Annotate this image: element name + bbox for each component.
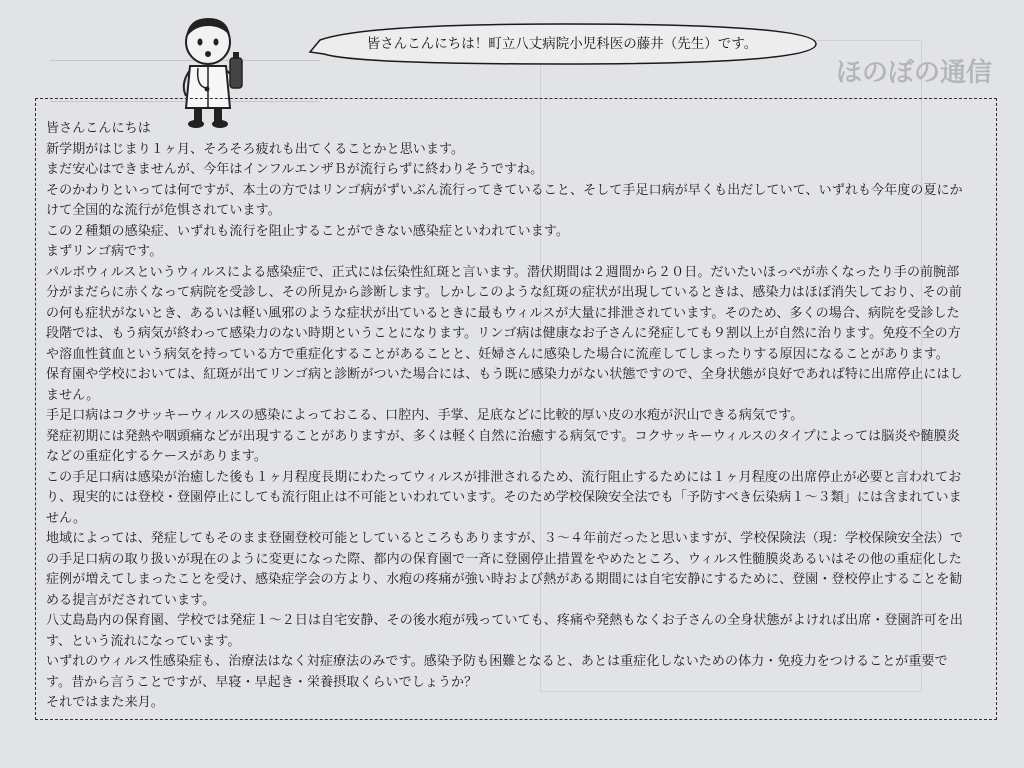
article-panel bbox=[35, 98, 997, 720]
article-line: の手足口病の取り扱いが現在のように変更になった際、都内の保育園で一斉に登園停止措置をやめたところ、ウィルス性髄膜炎あるいはその他の重症化した bbox=[46, 551, 962, 567]
article-line: そのかわりといっては何ですが、本土の方ではリンゴ病がずいぶん流行ってきていること、そして手足口病が早くも出だしていて、いずれも今年度の夏にか bbox=[46, 182, 963, 198]
greeting-text: 皆さんこんにちは！町立八丈病院小児科医の藤井（先生）です。 bbox=[366, 36, 758, 52]
article-line: まずリンゴ病です。 bbox=[46, 244, 163, 259]
article-line: 地域によっては、発症してもそのまま登園登校可能としているところもありますが、３〜４年前だったと思いますが、学校保険法（現：学校保険安全法）で bbox=[46, 531, 964, 546]
article-line: す、という流れになっています。 bbox=[46, 633, 241, 649]
article-line: この２種類の感染症、いずれも流行を阻止することができない感染症といわれています。 bbox=[46, 223, 569, 239]
article-line: 保育園や学校においては、紅斑が出てリンゴ病と診断がついた場合には、もう既に感染力がない状態ですので、全身状態が良好であれば特に出席停止にはし bbox=[46, 367, 963, 382]
article-line: 段階では、もう病気が終わって感染力のない時期ということになります。リンゴ病は健康なお子さんに発症しても９割以上が自然に治ります。免疫不全の方 bbox=[46, 326, 961, 341]
speech-bubble bbox=[306, 22, 818, 66]
article-line: ません。 bbox=[46, 387, 100, 403]
article-line: める提言がだされています。 bbox=[46, 592, 216, 608]
article-line: り、現実的には登校・登園停止にしても流行阻止は不可能といわれています。そのため学校保険安全法でも「予防すべき伝染病１〜３類」には含まれていま bbox=[46, 490, 962, 505]
article-line: 新学期がはじまり１ヶ月、そろそろ疲れも出てくることかと思います。 bbox=[46, 141, 465, 157]
article-line: 手足口病はコクサッキーウィルスの感染によっておこる、口腔内、手掌、足底などに比較的厚い皮の水疱が沢山できる病気です。 bbox=[46, 408, 804, 423]
article-line: この手足口病は感染が治癒した後も１ヶ月程度長期にわたってウィルスが排泄されるため、流行阻止するためには１ヶ月程度の出席停止が必要と言われてお bbox=[46, 469, 962, 485]
article-line: 症例が増えてしまったことを受け、感染症学会の方より、水疱の疼痛が強い時および熱がある期間には自宅安静にするために、登園・登校停止することを勧 bbox=[46, 572, 963, 587]
article-line: す。昔から言うことですが、早寝・早起き・栄養摂取くらいでしょうか？ bbox=[46, 674, 478, 690]
article-line: まだ安心はできませんが、今年はインフルエンザＢが流行らずに終わりそうですね。 bbox=[46, 162, 544, 177]
article-line: や溶血性貧血という病気を持っている方で重症化することがあることと、妊婦さんに感染した場合に流産してしまったりする原因になることがあります。 bbox=[46, 346, 949, 362]
article-line: けて全国的な流行が危惧されています。 bbox=[46, 203, 281, 218]
article-line: 分がまだらに赤くなって病院を受診し、その所見から診断します。しかしこのような紅斑の症状が出現しているときは、感染力はほぼ消失しており、その前 bbox=[46, 285, 962, 300]
article-line: それではまた来月。 bbox=[46, 695, 164, 710]
article-line: などの重症化するケースがあります。 bbox=[46, 449, 268, 464]
article-line: 八丈島島内の保育園、学校では発症１〜２日は自宅安静、その後水疱が残っていても、疼痛や発熱もなくお子さんの全身状態がよければ出席・登園許可を出 bbox=[46, 613, 964, 628]
article-line: の何も症状がないとき、あるいは軽い風邪のような症状が出ているときに最もウィルスが大量に排泄されています。そのため、多くの場合、病院を受診した bbox=[46, 305, 960, 321]
article-line: いずれのウィルス性感染症も、治療法はなく対症療法のみです。感染予防も困難となると、あとは重症化しないための体力・免疫力をつけることが重要で bbox=[46, 654, 948, 669]
article-line: 発症初期には発熱や咽頭痛などが出現することがありますが、多くは軽く自然に治癒する病気です。コクサッキーウィルスのタイプによっては脳炎や髄膜炎 bbox=[46, 428, 960, 444]
background-title: ほのぼの通信 bbox=[836, 58, 993, 88]
article-line: パルボウィルスというウィルスによる感染症で、正式には伝染性紅斑と言います。潜伏期間は２週間から２０日。だいたいほっぺが赤くなったり手の前腕部 bbox=[46, 264, 960, 280]
article-line: せん。 bbox=[46, 510, 87, 526]
article-line: 皆さんこんにちは bbox=[46, 121, 151, 136]
